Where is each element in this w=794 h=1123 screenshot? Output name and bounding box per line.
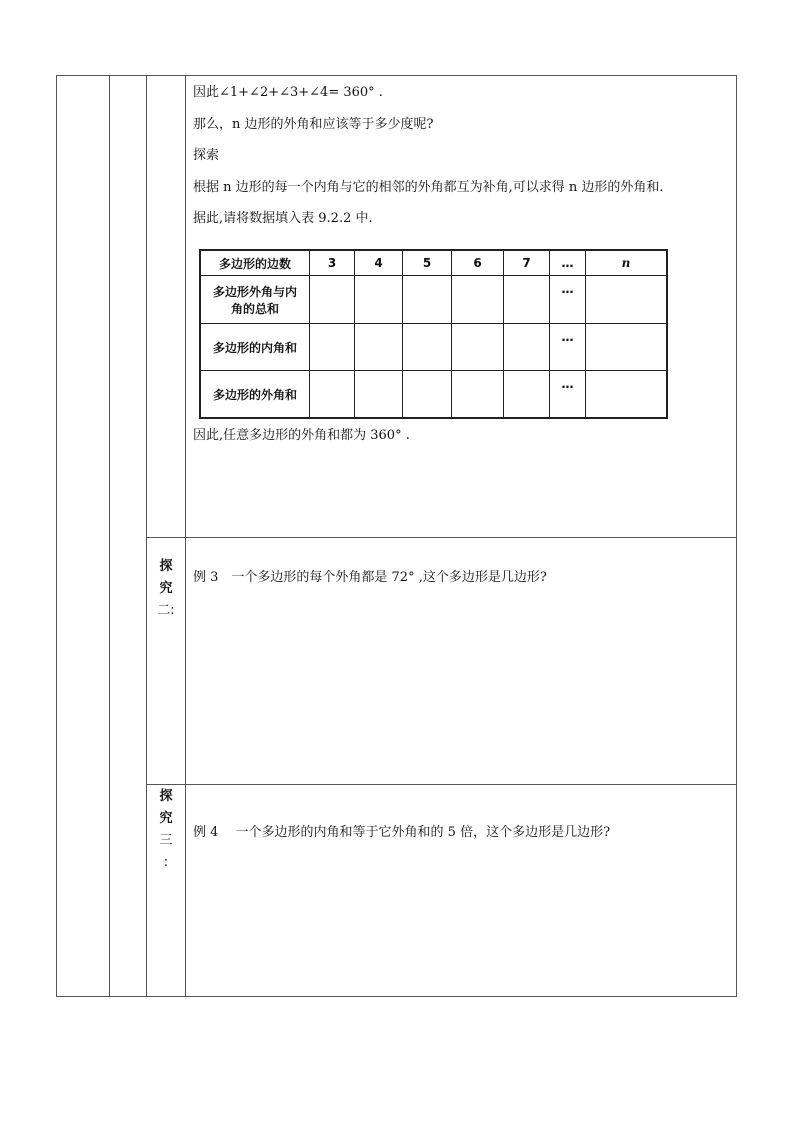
example-3-text: 例 3 一个多边形的每个外角都是 72° ,这个多边形是几边形?: [193, 570, 547, 585]
column-divider: [146, 75, 147, 997]
label-char: 究: [159, 581, 173, 596]
answer-cell[interactable]: [355, 371, 403, 419]
table-header-cell: n: [586, 250, 668, 276]
table-header-cell: …: [550, 250, 586, 276]
label-char: 二:: [157, 603, 175, 618]
explore-text: 根据 n 边形的每一个内角与它的相邻的外角都互为补角,可以求得 n 边形的外角和.: [193, 180, 664, 195]
table-row-label: 多边形的外角和: [200, 371, 310, 419]
answer-cell[interactable]: [355, 276, 403, 324]
label-char: 探: [159, 789, 173, 804]
ellipsis-cell: …: [550, 276, 586, 324]
ellipsis-cell: …: [550, 371, 586, 419]
row-divider: [146, 784, 737, 785]
answer-cell[interactable]: [504, 324, 550, 371]
label-line: 角的总和: [230, 301, 279, 316]
row-divider: [146, 537, 737, 538]
ellipsis-cell: …: [550, 324, 586, 371]
answer-cell[interactable]: [403, 276, 452, 324]
label-char: 探: [159, 559, 173, 574]
answer-cell[interactable]: [504, 276, 550, 324]
answer-cell[interactable]: [310, 371, 355, 419]
table-header-cell: 3: [310, 250, 355, 276]
angle-sum-text: 因此∠1+∠2+∠3+∠4= 360° .: [193, 85, 383, 100]
table-header-cell: 6: [452, 250, 504, 276]
explore-heading: 探索: [193, 148, 220, 163]
table-header-cell: 5: [403, 250, 452, 276]
label-line: 多边形外角与内: [212, 284, 297, 299]
answer-cell[interactable]: [355, 324, 403, 371]
answer-cell[interactable]: [403, 324, 452, 371]
answer-cell[interactable]: [586, 276, 668, 324]
instruction-text: 据此,请将数据填入表 9.2.2 中.: [193, 211, 373, 226]
section-two-label: [150, 556, 182, 622]
polygon-angle-table: [199, 249, 668, 419]
label-char: 三: [159, 833, 173, 848]
table-row-label: [200, 276, 310, 324]
label-char: :: [163, 855, 169, 870]
table-row: [200, 324, 667, 371]
question-text: 那么，n 边形的外角和应该等于多少度呢?: [193, 117, 434, 132]
answer-cell[interactable]: [310, 324, 355, 371]
table-header-cell: 7: [504, 250, 550, 276]
answer-cell[interactable]: [452, 371, 504, 419]
answer-cell[interactable]: [310, 276, 355, 324]
table-header-row: [200, 250, 667, 276]
answer-cell[interactable]: [452, 324, 504, 371]
column-divider: [185, 75, 186, 997]
section-three-label: [150, 786, 182, 874]
table-header-cell: 4: [355, 250, 403, 276]
example-4-text: 例 4 一个多边形的内角和等于它外角和的 5 倍，这个多边形是几边形?: [193, 825, 611, 840]
table-row-label: 多边形的内角和: [200, 324, 310, 371]
table-row: [200, 371, 667, 419]
label-char: 究: [159, 811, 173, 826]
answer-cell[interactable]: [452, 276, 504, 324]
column-divider: [109, 75, 110, 997]
table-row: [200, 276, 667, 324]
answer-cell[interactable]: [403, 371, 452, 419]
answer-cell[interactable]: [504, 371, 550, 419]
table-header-cell: 多边形的边数: [200, 250, 310, 276]
answer-cell[interactable]: [586, 371, 668, 419]
answer-cell[interactable]: [586, 324, 668, 371]
conclusion-text: 因此,任意多边形的外角和都为 360° .: [193, 428, 410, 443]
